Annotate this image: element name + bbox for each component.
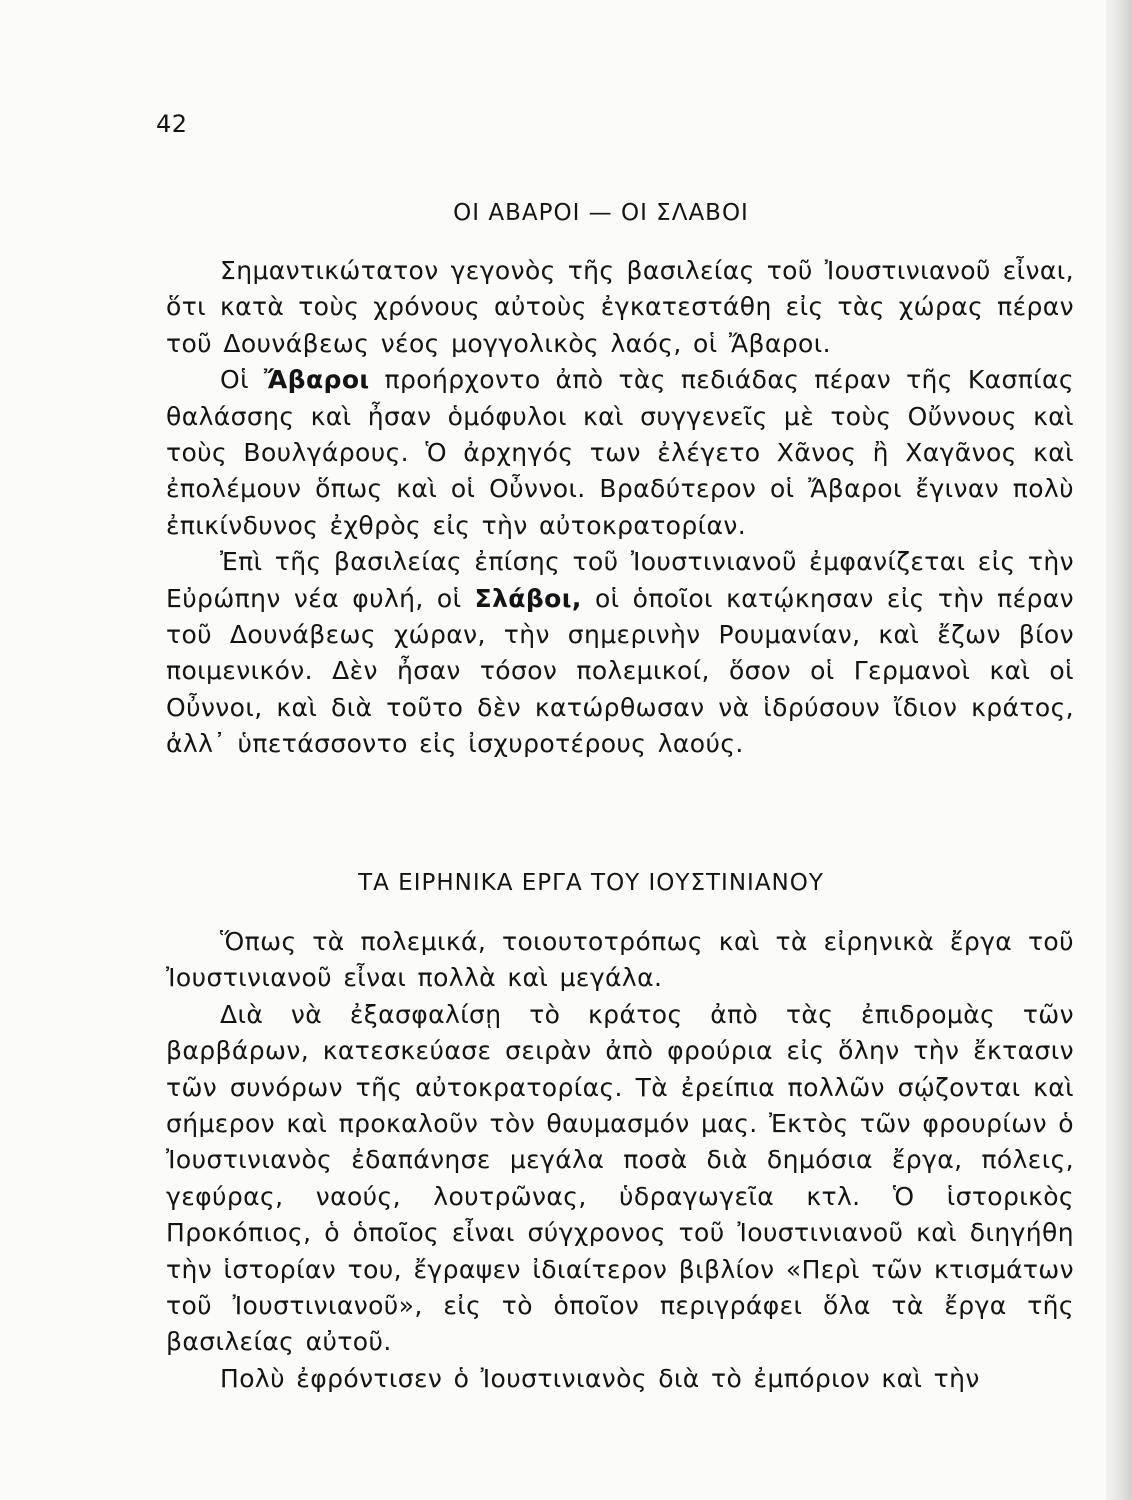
paragraph: Οἱ Ἄβαροι προήρχοντο ἀπὸ τὰς πεδιάδας πέραν τῆς Κασπίας θαλάσσης καὶ ἦσαν ὁμόφυλοι καὶ συγγενεῖς μὲ τοὺς Οὔννους καὶ τοὺς Βουλγάρους. Ὁ ἀρχηγός των ἐλέγετο Χᾶνος ἢ Χαγᾶνος καὶ ἐπολέμουν ὅπως καὶ οἱ Οὖννοι. Βραδύτερον οἱ Ἄβαροι ἔγιναν πολὺ ἐπικίνδυνος ἐχθρὸς εἰς τὴν αὐτοκρατορίαν. <box>166 365 1074 540</box>
section-heading-avars-slavs: ΟΙ ΑΒΑΡΟΙ — ΟΙ ΣΛΑΒΟΙ <box>453 200 749 226</box>
section-body-peaceful-works <box>166 924 1074 1397</box>
page-number: 42 <box>156 110 188 138</box>
paragraph: Ἐπὶ τῆς βασιλείας ἐπίσης τοῦ Ἰουστινιανοῦ ἐμφανίζεται εἰς τὴν Εὐρώπην νέα φυλή, οἱ Σλάβοι, οἱ ὁποῖοι κατῴκησαν εἰς τὴν πέραν τοῦ Δουνάβεως χώραν, τὴν σημερινὴν Ρουμανίαν, καὶ ἔζων βίον ποιμενικόν. Δὲν ἦσαν τόσον πολεμικοί, ὅσον οἱ Γερμανοὶ καὶ οἱ Οὖννοι, καὶ διὰ τοῦτο δὲν κατώρθωσαν νὰ ἱδρύσουν ἴδιον κράτος, ἀλλ᾽ ὑπετάσσοντο εἰς ἰσχυροτέρους λαούς. <box>166 547 1074 759</box>
paragraph: Σημαντικώτατον γεγονὸς τῆς βασιλείας τοῦ Ἰουστινιανοῦ εἶναι, ὅτι κατὰ τοὺς χρόνους αὐτοὺς ἐγκατεστάθη εἰς τὰς χώρας πέραν τοῦ Δουνάβεως νέος μογγολικὸς λαός, οἱ Ἄβαροι. <box>166 256 1074 358</box>
bold-term-slavs: Σλάβοι, <box>474 583 582 613</box>
bold-term-avars: Ἄβαροι <box>263 365 370 395</box>
section-heading-peaceful-works: ΤΑ ΕΙΡΗΝΙΚΑ ΕΡΓΑ ΤΟΥ ΙΟΥΣΤΙΝΙΑΝΟΥ <box>358 870 824 896</box>
paragraph: Ὅπως τὰ πολεμικά, τοιουτοτρόπως καὶ τὰ εἰρηνικὰ ἔργα τοῦ Ἰουστινιανοῦ εἶναι πολλὰ καὶ μεγάλα. <box>166 927 1074 993</box>
section-body-avars-slavs <box>166 253 1074 763</box>
paragraph: Πολὺ ἐφρόντισεν ὁ Ἰουστινιανὸς διὰ τὸ ἐμπόριον καὶ τὴν <box>220 1363 980 1393</box>
paragraph: Διὰ νὰ ἐξασφαλίσῃ τὸ κράτος ἀπὸ τὰς ἐπιδρομὰς τῶν βαρβάρων, κατεσκεύασε σειρὰν ἀπὸ φρούρια εἰς ὅλην τὴν ἔκτασιν τῶν συνόρων τῆς αὐτοκρατορίας. Τὰ ἐρείπια πολλῶν σῴζονται καὶ σήμερον καὶ προκαλοῦν τὸν θαυμασμόν μας. Ἐκτὸς τῶν φρουρίων ὁ Ἰουστινιανὸς ἐδαπάνησε μεγάλα ποσὰ διὰ δημόσια ἔργα, πόλεις, γεφύρας, ναούς, λουτρῶνας, ὑδραγωγεῖα κτλ. Ὁ ἱστορικὸς Προκόπιος, ὁ ὁποῖος εἶναι σύγχρονος τοῦ Ἰουστινιανοῦ καὶ διηγήθη τὴν ἱστορίαν του, ἔγραψεν ἰδιαίτερον βιβλίον «Περὶ τῶν κτισμάτων τοῦ Ἰουστινιανοῦ», εἰς τὸ ὁποῖον περιγράφει ὅλα τὰ ἔργα τῆς βασιλείας αὐτοῦ. <box>166 999 1074 1357</box>
